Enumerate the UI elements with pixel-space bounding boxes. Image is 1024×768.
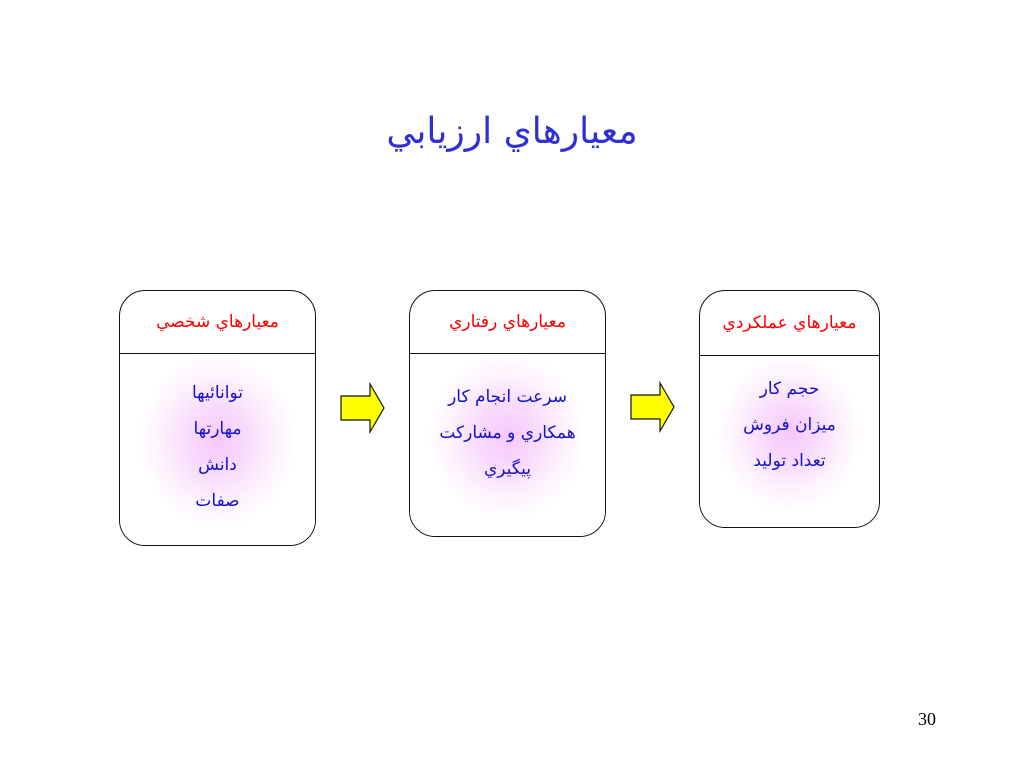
performance-criteria-box [699,290,880,528]
performance-criteria-item: تعداد توليد [753,451,826,471]
personal-criteria-item: مهارتها [193,419,242,439]
behavioral-criteria-item: پيگيري [483,459,532,479]
performance-criteria-header: معيارهاي عملكردي [700,291,879,356]
personal-criteria-box [119,290,316,546]
personal-criteria-item: صفات [195,491,240,511]
page-number: 30 [918,709,936,729]
personal-criteria-header: معيارهاي شخصي [120,291,315,354]
personal-criteria-item: دانش [198,455,237,475]
slide-title: معيارهاي ارزيابي [386,111,638,152]
performance-criteria-body [700,357,879,527]
behavioral-criteria-item: همكاري و مشاركت [439,423,576,443]
behavioral-criteria-header: معيارهاي رفتاري [410,291,605,354]
behavioral-criteria-item: سرعت انجام كار [448,387,567,407]
right-arrow-icon [340,382,386,434]
performance-criteria-item: ميزان فروش [743,415,836,435]
personal-criteria-item: توانائيها [191,383,244,403]
performance-criteria-item: حجم كار [759,379,820,399]
behavioral-criteria-box [409,290,606,537]
personal-criteria-body [120,355,315,545]
right-arrow-icon [630,381,676,433]
behavioral-criteria-body [410,355,605,536]
